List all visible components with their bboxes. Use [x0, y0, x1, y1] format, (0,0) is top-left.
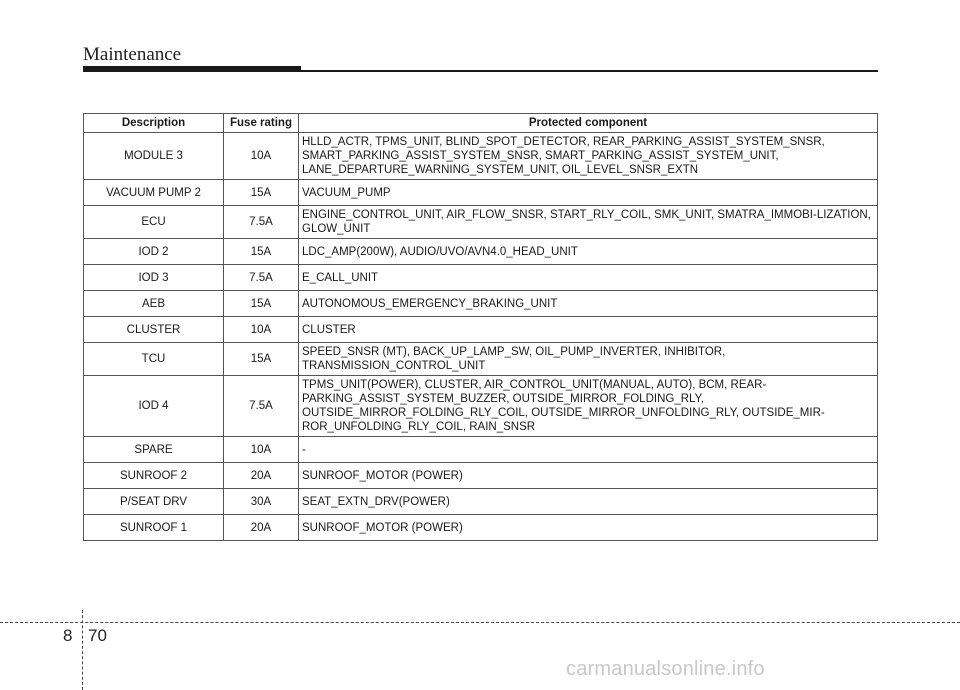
table-row [84, 133, 878, 180]
footer-divider [0, 622, 960, 623]
section-number: 8 [63, 626, 73, 645]
watermark: carmanualsonline.info [566, 658, 765, 680]
cell-protected-component: LDC_AMP(200W), AUDIO/UVO/AVN4.0_HEAD_UNIT [299, 239, 878, 265]
table-row [84, 515, 878, 541]
column-header-description: Description [84, 114, 224, 133]
cell-protected-component: ENGINE_CONTROL_UNIT, AIR_FLOW_SNSR, START_RLY_COIL, SMK_UNIT, SMATRA_IMMOBI-LIZATION, GLOW_UNIT [299, 206, 878, 239]
cell-protected-component: VACUUM_PUMP [299, 180, 878, 206]
cell-protected-component: TPMS_UNIT(POWER), CLUSTER, AIR_CONTROL_UNIT(MANUAL, AUTO), BCM, REAR-PARKING_ASSIST_SYSTEM_BUZZER, OUTSIDE_MIRROR_FOLDING_RLY, OUTSIDE_MIRROR_FOLDING_RLY_COIL, OUTSIDE_MIRROR_UNFOLDING_RLY, OUTSIDE_MIR-ROR_UNFOLDING_RLY_COIL, RAIN_SNSR [299, 376, 878, 437]
table-row [84, 437, 878, 463]
cell-description: ECU [84, 206, 224, 239]
cell-description: IOD 4 [84, 376, 224, 437]
cell-protected-component: SEAT_EXTN_DRV(POWER) [299, 489, 878, 515]
column-header-protected-component: Protected component [299, 114, 878, 133]
cell-description: AEB [84, 291, 224, 317]
cell-fuse-rating: 15A [224, 239, 299, 265]
cell-description: IOD 2 [84, 239, 224, 265]
cell-protected-component: HLLD_ACTR, TPMS_UNIT, BLIND_SPOT_DETECTOR, REAR_PARKING_ASSIST_SYSTEM_SNSR, SMART_PARKING_ASSIST_SYSTEM_SNSR, SMART_PARKING_ASSIST_SYSTEM_UNIT, LANE_DEPARTURE_WARNING_SYSTEM_UNIT, OIL_LEVEL_SNSR_EXTN [299, 133, 878, 180]
cell-description: MODULE 3 [84, 133, 224, 180]
cell-protected-component: SUNROOF_MOTOR (POWER) [299, 463, 878, 489]
table-row [84, 463, 878, 489]
cell-fuse-rating: 7.5A [224, 206, 299, 239]
cell-description: TCU [84, 343, 224, 376]
cell-description: SUNROOF 2 [84, 463, 224, 489]
column-header-fuse-rating: Fuse rating [224, 114, 299, 133]
table-row [84, 489, 878, 515]
table-row [84, 239, 878, 265]
table-row [84, 376, 878, 437]
cell-description: SUNROOF 1 [84, 515, 224, 541]
cell-fuse-rating: 10A [224, 437, 299, 463]
cell-protected-component: AUTONOMOUS_EMERGENCY_BRAKING_UNIT [299, 291, 878, 317]
footer-vertical-divider [82, 610, 83, 690]
cell-fuse-rating: 15A [224, 291, 299, 317]
cell-fuse-rating: 10A [224, 317, 299, 343]
cell-fuse-rating: 20A [224, 463, 299, 489]
cell-fuse-rating: 15A [224, 180, 299, 206]
fuse-table [83, 113, 878, 541]
cell-description: CLUSTER [84, 317, 224, 343]
cell-description: VACUUM PUMP 2 [84, 180, 224, 206]
cell-description: SPARE [84, 437, 224, 463]
cell-description: IOD 3 [84, 265, 224, 291]
cell-protected-component: - [299, 437, 878, 463]
cell-fuse-rating: 20A [224, 515, 299, 541]
table-row [84, 265, 878, 291]
cell-fuse-rating: 7.5A [224, 265, 299, 291]
table-row [84, 343, 878, 376]
table-row [84, 180, 878, 206]
page-title: Maintenance [83, 44, 182, 65]
cell-fuse-rating: 10A [224, 133, 299, 180]
table-header-row [84, 114, 878, 133]
table-row [84, 317, 878, 343]
header-rule [83, 70, 878, 72]
cell-protected-component: CLUSTER [299, 317, 878, 343]
cell-fuse-rating: 15A [224, 343, 299, 376]
cell-protected-component: SUNROOF_MOTOR (POWER) [299, 515, 878, 541]
cell-protected-component: E_CALL_UNIT [299, 265, 878, 291]
cell-protected-component: SPEED_SNSR (MT), BACK_UP_LAMP_SW, OIL_PUMP_INVERTER, INHIBITOR, TRANSMISSION_CONTROL_UNIT [299, 343, 878, 376]
cell-fuse-rating: 7.5A [224, 376, 299, 437]
table-row [84, 291, 878, 317]
page-number: 70 [88, 626, 107, 645]
cell-fuse-rating: 30A [224, 489, 299, 515]
cell-description: P/SEAT DRV [84, 489, 224, 515]
table-row [84, 206, 878, 239]
